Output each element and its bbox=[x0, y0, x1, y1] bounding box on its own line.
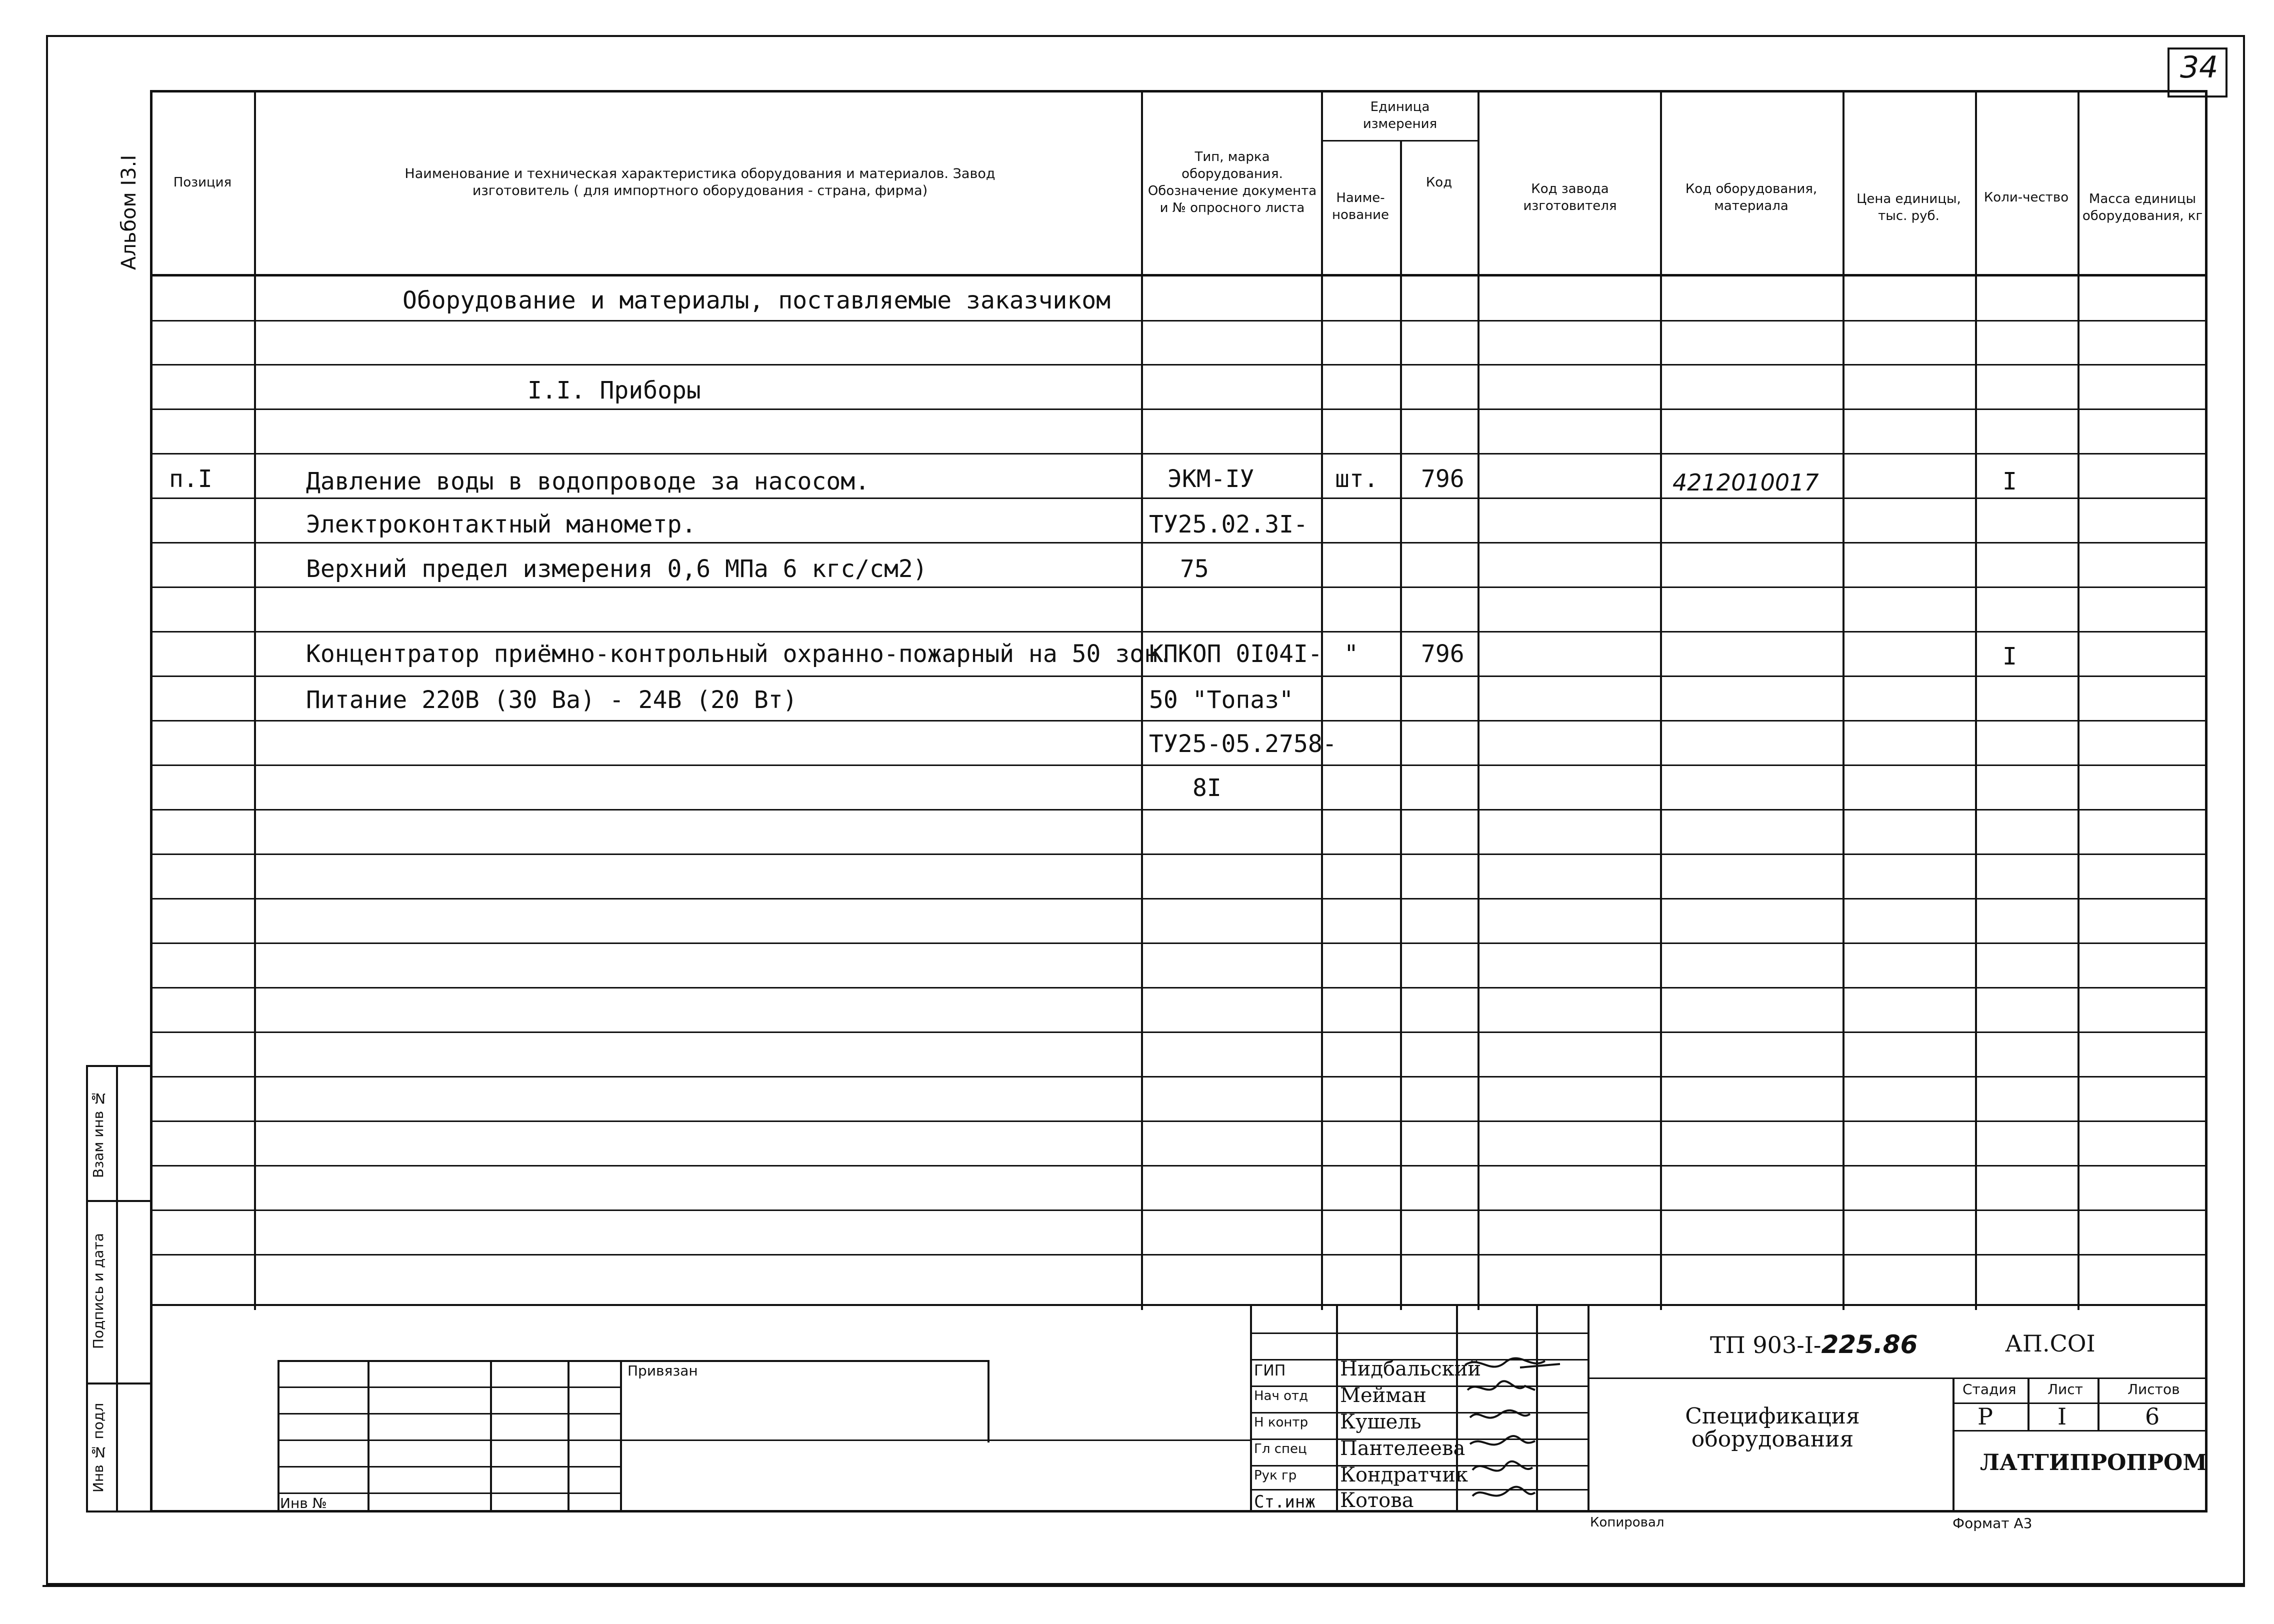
binding-col bbox=[568, 1360, 570, 1512]
row-line bbox=[150, 542, 2208, 544]
table-body-bottom bbox=[150, 1304, 2208, 1306]
signer-name: Пантелеева bbox=[1340, 1437, 1466, 1460]
stage-label: Стадия bbox=[1962, 1381, 2016, 1398]
doc-code bbox=[1710, 1330, 1918, 1359]
col-line bbox=[2078, 90, 2080, 1310]
col-line bbox=[1478, 90, 1480, 1310]
header-unit-name: Наиме-нование bbox=[1332, 190, 1390, 222]
item1-name-line: Давление воды в водопроводе за насосом. bbox=[306, 468, 870, 496]
role-label: Рук гр bbox=[1254, 1468, 1297, 1483]
item2-name-line: Концентратор приёмно-контрольный охранно-пожарный на 50 зон. bbox=[306, 640, 1173, 668]
row-line bbox=[150, 498, 2208, 499]
row-line bbox=[150, 854, 2208, 855]
signer-name: Кондратчик bbox=[1340, 1464, 1468, 1486]
document-title: Спецификация оборудования bbox=[1685, 1404, 1860, 1452]
row-line bbox=[150, 942, 2208, 944]
col-line bbox=[254, 90, 256, 1310]
signer-name: Котова bbox=[1340, 1489, 1414, 1512]
col-line bbox=[1400, 140, 1402, 1310]
row-line bbox=[150, 408, 2208, 410]
item2-type-line: 50 "Топаз" bbox=[1149, 686, 1294, 714]
header-name: Наименование и техническая характеристика оборудования и материалов. Завод изготовитель ( для импортного оборудования - страна, фирма) bbox=[404, 166, 996, 198]
col-line bbox=[1660, 90, 1662, 1310]
header-position: Позиция bbox=[173, 175, 232, 190]
side-stamp-rule bbox=[86, 1382, 152, 1384]
sign-col bbox=[1336, 1304, 1338, 1512]
row-line bbox=[150, 586, 2208, 588]
item2-type-line: ТУ25-05.2758- bbox=[1149, 730, 1337, 758]
stage-divider bbox=[1952, 1378, 1954, 1512]
title-area-divider bbox=[1588, 1304, 1590, 1512]
row-line bbox=[150, 764, 2208, 766]
binding-row bbox=[278, 1386, 620, 1388]
col-line bbox=[1141, 90, 1143, 1310]
side-stamp-divider bbox=[116, 1065, 118, 1512]
item1-type-line: ТУ25.02.3I- bbox=[1149, 510, 1308, 538]
item2-unit: " bbox=[1344, 640, 1358, 668]
item1-name-line: Верхний предел измерения 0,6 МПа 6 кгс/см2) bbox=[306, 555, 928, 583]
organization-name: ЛАТГИПРОПРОМ bbox=[1980, 1450, 2208, 1476]
row-line bbox=[150, 809, 2208, 810]
row-line bbox=[150, 987, 2208, 988]
sheet-value: I bbox=[2058, 1403, 2067, 1430]
header-price: Цена единицы, тыс. руб. bbox=[1856, 192, 1961, 224]
binding-col bbox=[620, 1360, 622, 1512]
sheet-label: Лист bbox=[2048, 1381, 2083, 1398]
item2-type-line: КПКОП 0I04I- bbox=[1149, 640, 1322, 668]
item1-unit: шт. bbox=[1335, 465, 1378, 493]
title-area-rule bbox=[1588, 1378, 2208, 1379]
doc-code-prefix: ТП 903-I- bbox=[1710, 1332, 1822, 1358]
header-bottom-rule bbox=[150, 274, 2208, 276]
row-line bbox=[150, 320, 2208, 322]
row-line bbox=[150, 720, 2208, 722]
sheets-label: Листов bbox=[2128, 1381, 2180, 1398]
header-unit-group: Единица измерения bbox=[1362, 100, 1438, 132]
signer-name: Мейман bbox=[1340, 1384, 1426, 1407]
side-stamp-rule bbox=[86, 1200, 152, 1202]
row-line bbox=[150, 676, 2208, 677]
binding-col bbox=[988, 1360, 990, 1442]
binding-col bbox=[490, 1360, 492, 1512]
col-line bbox=[1321, 90, 1323, 1310]
row-line bbox=[150, 1165, 2208, 1166]
binding-row bbox=[278, 1492, 620, 1494]
binding-block bbox=[278, 1360, 988, 1512]
item2-qty: I bbox=[2002, 642, 2017, 670]
role-label: Нач отд bbox=[1254, 1388, 1308, 1404]
header-qty: Коли-чество bbox=[1984, 190, 2069, 205]
item1-unit-code: 796 bbox=[1421, 465, 1464, 493]
stamp-vzam-inv: Взам инв № bbox=[90, 1090, 106, 1178]
item1-type-line: 75 bbox=[1180, 555, 1209, 583]
doc-code-number: 225.86 bbox=[1821, 1330, 1918, 1359]
stage-value: Р bbox=[1978, 1403, 1993, 1430]
page-number: 34 bbox=[2180, 50, 2218, 85]
row-line bbox=[150, 1210, 2208, 1211]
row-line bbox=[150, 1254, 2208, 1256]
header-unit-code: Код bbox=[1426, 175, 1452, 190]
item2-unit-code: 796 bbox=[1421, 640, 1464, 668]
role-label: ГИП bbox=[1254, 1362, 1286, 1380]
row-line bbox=[150, 1076, 2208, 1078]
binding-row bbox=[278, 1440, 1250, 1441]
signature-mark bbox=[1470, 1436, 1535, 1444]
subsection-title: I.I. Приборы bbox=[528, 376, 701, 404]
sign-row bbox=[1250, 1332, 1588, 1334]
header-mass: Масса единицы оборудования, кг bbox=[2082, 192, 2203, 224]
row-line bbox=[150, 631, 2208, 632]
inv-no-label: Инв № bbox=[280, 1495, 327, 1512]
col-line bbox=[1842, 90, 1844, 1310]
album-label: Альбом I3.I bbox=[118, 154, 140, 270]
role-label: Гл спец bbox=[1254, 1442, 1307, 1456]
binding-row bbox=[278, 1466, 620, 1468]
item1-name-line: Электроконтактный манометр. bbox=[306, 510, 696, 538]
row-line bbox=[150, 1120, 2208, 1122]
signature-mark bbox=[1465, 1358, 1560, 1368]
stamp-sign-date: Подпись и дата bbox=[90, 1233, 106, 1350]
col-line bbox=[1975, 90, 1977, 1310]
sheets-value: 6 bbox=[2145, 1403, 2160, 1430]
header-equip-code: Код оборудования, материала bbox=[1685, 182, 1818, 214]
item1-position: п.I bbox=[169, 465, 212, 493]
copied-label: Копировал bbox=[1590, 1515, 1664, 1530]
item2-name-line: Питание 220В (30 Ва) - 24В (20 Вт) bbox=[306, 686, 798, 714]
row-line bbox=[150, 1032, 2208, 1033]
signer-name: Нидбальский bbox=[1340, 1358, 1482, 1380]
item1-type-line: ЭКМ-IУ bbox=[1168, 465, 1254, 493]
privyazan-label: Привязан bbox=[628, 1362, 698, 1379]
unit-group-rule bbox=[1321, 140, 1478, 142]
stage-col bbox=[2098, 1378, 2100, 1430]
signature-scribbles bbox=[1460, 1355, 1585, 1505]
signature-mark bbox=[1472, 1487, 1535, 1496]
signature-mark bbox=[1472, 1462, 1532, 1471]
sheet-code: АП.СОI bbox=[2005, 1330, 2096, 1357]
row-line bbox=[150, 364, 2208, 366]
signature-mark bbox=[1470, 1410, 1530, 1418]
binding-row bbox=[278, 1413, 620, 1414]
role-label: Н контр bbox=[1254, 1415, 1308, 1430]
stage-row bbox=[1952, 1430, 2208, 1432]
page-bottom-rule bbox=[42, 1585, 2245, 1587]
header-type: Тип, марка оборудования. Обозначение документа и № опросного листа bbox=[1148, 150, 1317, 216]
item1-equip-code: 4212010017 bbox=[1672, 469, 1819, 496]
signer-name: Кушель bbox=[1340, 1410, 1422, 1434]
role-label: Ст.инж bbox=[1254, 1492, 1316, 1512]
row-line bbox=[150, 453, 2208, 454]
stamp-inv-orig: Инв № подл bbox=[90, 1402, 106, 1492]
format-label: Формат А3 bbox=[1952, 1515, 2032, 1532]
signature-mark bbox=[1468, 1381, 1535, 1390]
item1-qty: I bbox=[2002, 468, 2017, 496]
header-maker-code: Код завода изготовителя bbox=[1523, 182, 1617, 214]
stage-col bbox=[2028, 1378, 2030, 1430]
binding-col bbox=[368, 1360, 370, 1512]
section-title: Оборудование и материалы, поставляемые заказчиком bbox=[402, 286, 1111, 314]
row-line bbox=[150, 898, 2208, 900]
item2-type-line: 8I bbox=[1192, 774, 1222, 802]
